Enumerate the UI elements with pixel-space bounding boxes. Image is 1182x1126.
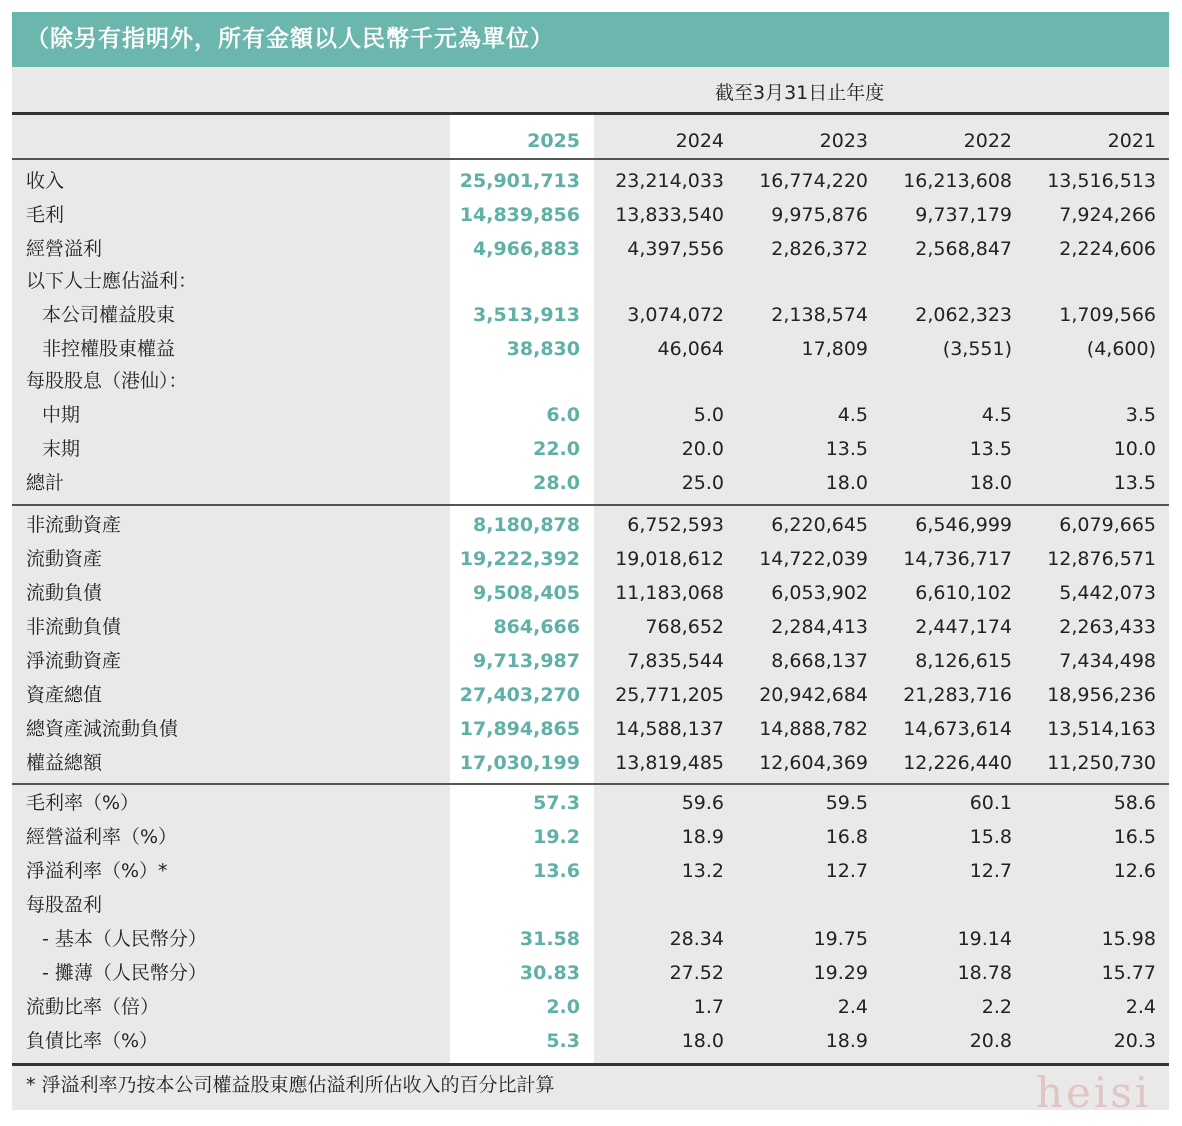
year-header-row [12, 124, 1169, 158]
row-value-2024: 13.2 [681, 860, 724, 882]
table-row [12, 198, 1169, 232]
table-row [12, 164, 1169, 198]
row-label: 非控權股東權益 [42, 338, 176, 360]
row-value-2025: 9,713,987 [473, 650, 580, 672]
row-value-2023: 2.4 [837, 996, 868, 1018]
row-value-2023: 19.75 [813, 928, 868, 950]
row-value-2022: 6,610,102 [915, 582, 1012, 604]
row-value-2025: 22.0 [533, 438, 580, 460]
row-value-2025: 27,403,270 [459, 684, 580, 706]
row-value-2021: 12,876,571 [1047, 548, 1156, 570]
row-value-2023: 6,220,645 [771, 514, 868, 536]
year-header-2024: 2024 [675, 130, 724, 152]
row-value-2024: 13,833,540 [615, 204, 724, 226]
row-value-2023: 59.5 [825, 792, 868, 814]
row-value-2023: 18.0 [825, 472, 868, 494]
row-value-2025: 38,830 [506, 338, 580, 360]
table-row [12, 576, 1169, 610]
row-value-2024: 25.0 [681, 472, 724, 494]
table-row [12, 264, 1169, 298]
row-value-2022: (3,551) [942, 338, 1012, 360]
table-row [12, 232, 1169, 266]
row-value-2023: 16,774,220 [759, 170, 868, 192]
table-row [12, 298, 1169, 332]
row-value-2024: 18.0 [681, 1030, 724, 1052]
row-label: 流動資產 [26, 548, 103, 570]
row-value-2024: 25,771,205 [615, 684, 724, 706]
row-value-2023: 12,604,369 [759, 752, 868, 774]
row-value-2025: 25,901,713 [459, 170, 580, 192]
row-value-2024: 5.0 [693, 404, 724, 426]
table-row [12, 786, 1169, 820]
row-value-2025: 19.2 [533, 826, 580, 848]
row-label: 收入 [26, 170, 65, 192]
table-row [12, 508, 1169, 542]
row-value-2024: 11,183,068 [615, 582, 724, 604]
row-value-2025: 28.0 [533, 472, 580, 494]
row-value-2023: 13.5 [825, 438, 868, 460]
watermark: heisi [1036, 1068, 1152, 1117]
row-value-2022: 15.8 [969, 826, 1012, 848]
table-row [12, 888, 1169, 922]
row-value-2024: 4,397,556 [627, 238, 724, 260]
row-value-2025: 17,030,199 [459, 752, 580, 774]
table-row [12, 922, 1169, 956]
row-value-2024: 23,214,033 [615, 170, 724, 192]
row-label: 毛利率（%） [26, 792, 140, 814]
row-label: 以下人士應佔溢利： [26, 270, 198, 292]
row-label: 資產總值 [26, 684, 103, 706]
row-value-2025: 3,513,913 [473, 304, 580, 326]
row-value-2022: 12.7 [969, 860, 1012, 882]
row-value-2021: 13.5 [1113, 472, 1156, 494]
year-header-2025: 2025 [527, 130, 580, 152]
row-value-2023: 6,053,902 [771, 582, 868, 604]
row-label: 經營溢利率（%） [26, 826, 178, 848]
row-value-2024: 6,752,593 [627, 514, 724, 536]
row-value-2025: 13.6 [533, 860, 580, 882]
row-label: 流動負債 [26, 582, 103, 604]
row-value-2022: 21,283,716 [903, 684, 1012, 706]
table-row [12, 398, 1169, 432]
row-value-2025: 9,508,405 [473, 582, 580, 604]
table-row [12, 820, 1169, 854]
row-label: 權益總額 [26, 752, 103, 774]
unit-note-banner: （除另有指明外，所有金額以人民幣千元為單位） [12, 12, 1169, 67]
table-row [12, 956, 1169, 990]
row-label: 末期 [42, 438, 81, 460]
row-value-2021: 6,079,665 [1059, 514, 1156, 536]
row-value-2025: 8,180,878 [473, 514, 580, 536]
table-row [12, 610, 1169, 644]
row-label: 中期 [42, 404, 81, 426]
row-value-2024: 19,018,612 [615, 548, 724, 570]
row-value-2024: 14,588,137 [615, 718, 724, 740]
table-row [12, 432, 1169, 466]
row-value-2023: 9,975,876 [771, 204, 868, 226]
row-value-2022: 6,546,999 [915, 514, 1012, 536]
row-value-2021: 15.77 [1101, 962, 1156, 984]
row-label: 淨流動資產 [26, 650, 122, 672]
table-row [12, 854, 1169, 888]
row-value-2025: 5.3 [546, 1030, 580, 1052]
row-value-2021: 2.4 [1125, 996, 1156, 1018]
row-value-2022: 18.0 [969, 472, 1012, 494]
row-label: 流動比率（倍） [26, 996, 160, 1018]
row-value-2022: 2.2 [981, 996, 1012, 1018]
table-row [12, 678, 1169, 712]
row-value-2024: 3,074,072 [627, 304, 724, 326]
row-value-2022: 4.5 [981, 404, 1012, 426]
row-value-2021: 1,709,566 [1059, 304, 1156, 326]
year-header-2021: 2021 [1107, 130, 1156, 152]
row-value-2024: 46,064 [657, 338, 724, 360]
row-value-2021: 15.98 [1101, 928, 1156, 950]
row-label: 非流動資產 [26, 514, 122, 536]
table-row [12, 746, 1169, 780]
row-value-2022: 8,126,615 [915, 650, 1012, 672]
row-value-2025: 31.58 [519, 928, 580, 950]
row-value-2021: 7,434,498 [1059, 650, 1156, 672]
row-value-2023: 2,284,413 [771, 616, 868, 638]
row-label: 非流動負債 [26, 616, 122, 638]
row-value-2022: 20.8 [969, 1030, 1012, 1052]
row-value-2022: 9,737,179 [915, 204, 1012, 226]
row-value-2023: 2,826,372 [771, 238, 868, 260]
row-value-2024: 18.9 [681, 826, 724, 848]
row-value-2024: 28.34 [669, 928, 724, 950]
financial-summary-sheet [12, 12, 1169, 1110]
data-table [12, 12, 1169, 1110]
row-value-2022: 13.5 [969, 438, 1012, 460]
row-value-2022: 14,673,614 [903, 718, 1012, 740]
row-value-2023: 20,942,684 [759, 684, 868, 706]
row-value-2025: 2.0 [546, 996, 580, 1018]
row-value-2025: 57.3 [533, 792, 580, 814]
row-value-2022: 2,447,174 [915, 616, 1012, 638]
row-value-2021: 2,263,433 [1059, 616, 1156, 638]
row-label: 總資產減流動負債 [26, 718, 179, 740]
row-value-2021: 20.3 [1113, 1030, 1156, 1052]
footnote: * 淨溢利率乃按本公司權益股東應佔溢利所佔收入的百分比計算 [26, 1074, 555, 1096]
row-value-2021: 7,924,266 [1059, 204, 1156, 226]
row-value-2022: 18.78 [957, 962, 1012, 984]
row-label: 總計 [26, 472, 65, 494]
row-label: 每股盈利 [26, 894, 103, 916]
row-value-2022: 2,062,323 [915, 304, 1012, 326]
row-label: 淨溢利率（%）* [26, 860, 168, 882]
row-value-2024: 27.52 [669, 962, 724, 984]
row-value-2023: 17,809 [801, 338, 868, 360]
row-value-2023: 16.8 [825, 826, 868, 848]
row-value-2023: 12.7 [825, 860, 868, 882]
row-value-2022: 14,736,717 [903, 548, 1012, 570]
row-value-2021: 12.6 [1113, 860, 1156, 882]
row-value-2021: 13,514,163 [1047, 718, 1156, 740]
row-value-2021: 3.5 [1125, 404, 1156, 426]
table-row [12, 712, 1169, 746]
row-label: 經營溢利 [26, 238, 103, 260]
row-value-2025: 30.83 [519, 962, 580, 984]
table-row [12, 332, 1169, 366]
row-value-2023: 2,138,574 [771, 304, 868, 326]
table-row [12, 644, 1169, 678]
row-value-2021: 2,224,606 [1059, 238, 1156, 260]
table-row [12, 1024, 1169, 1058]
row-value-2024: 768,652 [645, 616, 724, 638]
row-value-2024: 1.7 [693, 996, 724, 1018]
row-value-2025: 17,894,865 [459, 718, 580, 740]
row-value-2021: 10.0 [1113, 438, 1156, 460]
period-label: 截至3月31日止年度 [715, 82, 885, 104]
row-value-2022: 60.1 [969, 792, 1012, 814]
row-value-2023: 14,888,782 [759, 718, 868, 740]
row-label: - 基本（人民幣分） [42, 928, 207, 950]
row-label: 毛利 [26, 204, 65, 226]
row-value-2023: 4.5 [837, 404, 868, 426]
row-value-2022: 19.14 [957, 928, 1012, 950]
row-value-2023: 18.9 [825, 1030, 868, 1052]
table-row [12, 990, 1169, 1024]
row-value-2021: 11,250,730 [1047, 752, 1156, 774]
row-value-2021: 13,516,513 [1047, 170, 1156, 192]
row-label: - 攤薄（人民幣分） [42, 962, 207, 984]
year-header-2022: 2022 [963, 130, 1012, 152]
row-value-2024: 7,835,544 [627, 650, 724, 672]
row-value-2025: 6.0 [546, 404, 580, 426]
row-value-2024: 20.0 [681, 438, 724, 460]
row-label: 本公司權益股東 [42, 304, 176, 326]
table-row [12, 466, 1169, 500]
row-value-2021: 5,442,073 [1059, 582, 1156, 604]
row-value-2022: 12,226,440 [903, 752, 1012, 774]
row-value-2021: 16.5 [1113, 826, 1156, 848]
row-value-2025: 14,839,856 [459, 204, 580, 226]
row-value-2022: 16,213,608 [903, 170, 1012, 192]
row-label: 每股股息（港仙）： [26, 370, 188, 392]
table-row [12, 542, 1169, 576]
row-value-2024: 59.6 [681, 792, 724, 814]
row-value-2025: 4,966,883 [473, 238, 580, 260]
row-label: 負債比率（%） [26, 1030, 159, 1052]
row-value-2025: 19,222,392 [459, 548, 580, 570]
row-value-2022: 2,568,847 [915, 238, 1012, 260]
row-value-2021: 18,956,236 [1047, 684, 1156, 706]
row-value-2023: 19.29 [813, 962, 868, 984]
row-value-2024: 13,819,485 [615, 752, 724, 774]
row-value-2023: 8,668,137 [771, 650, 868, 672]
row-value-2021: (4,600) [1086, 338, 1156, 360]
row-value-2021: 58.6 [1113, 792, 1156, 814]
row-value-2025: 864,666 [493, 616, 580, 638]
year-header-2023: 2023 [819, 130, 868, 152]
row-value-2023: 14,722,039 [759, 548, 868, 570]
table-row [12, 364, 1169, 398]
